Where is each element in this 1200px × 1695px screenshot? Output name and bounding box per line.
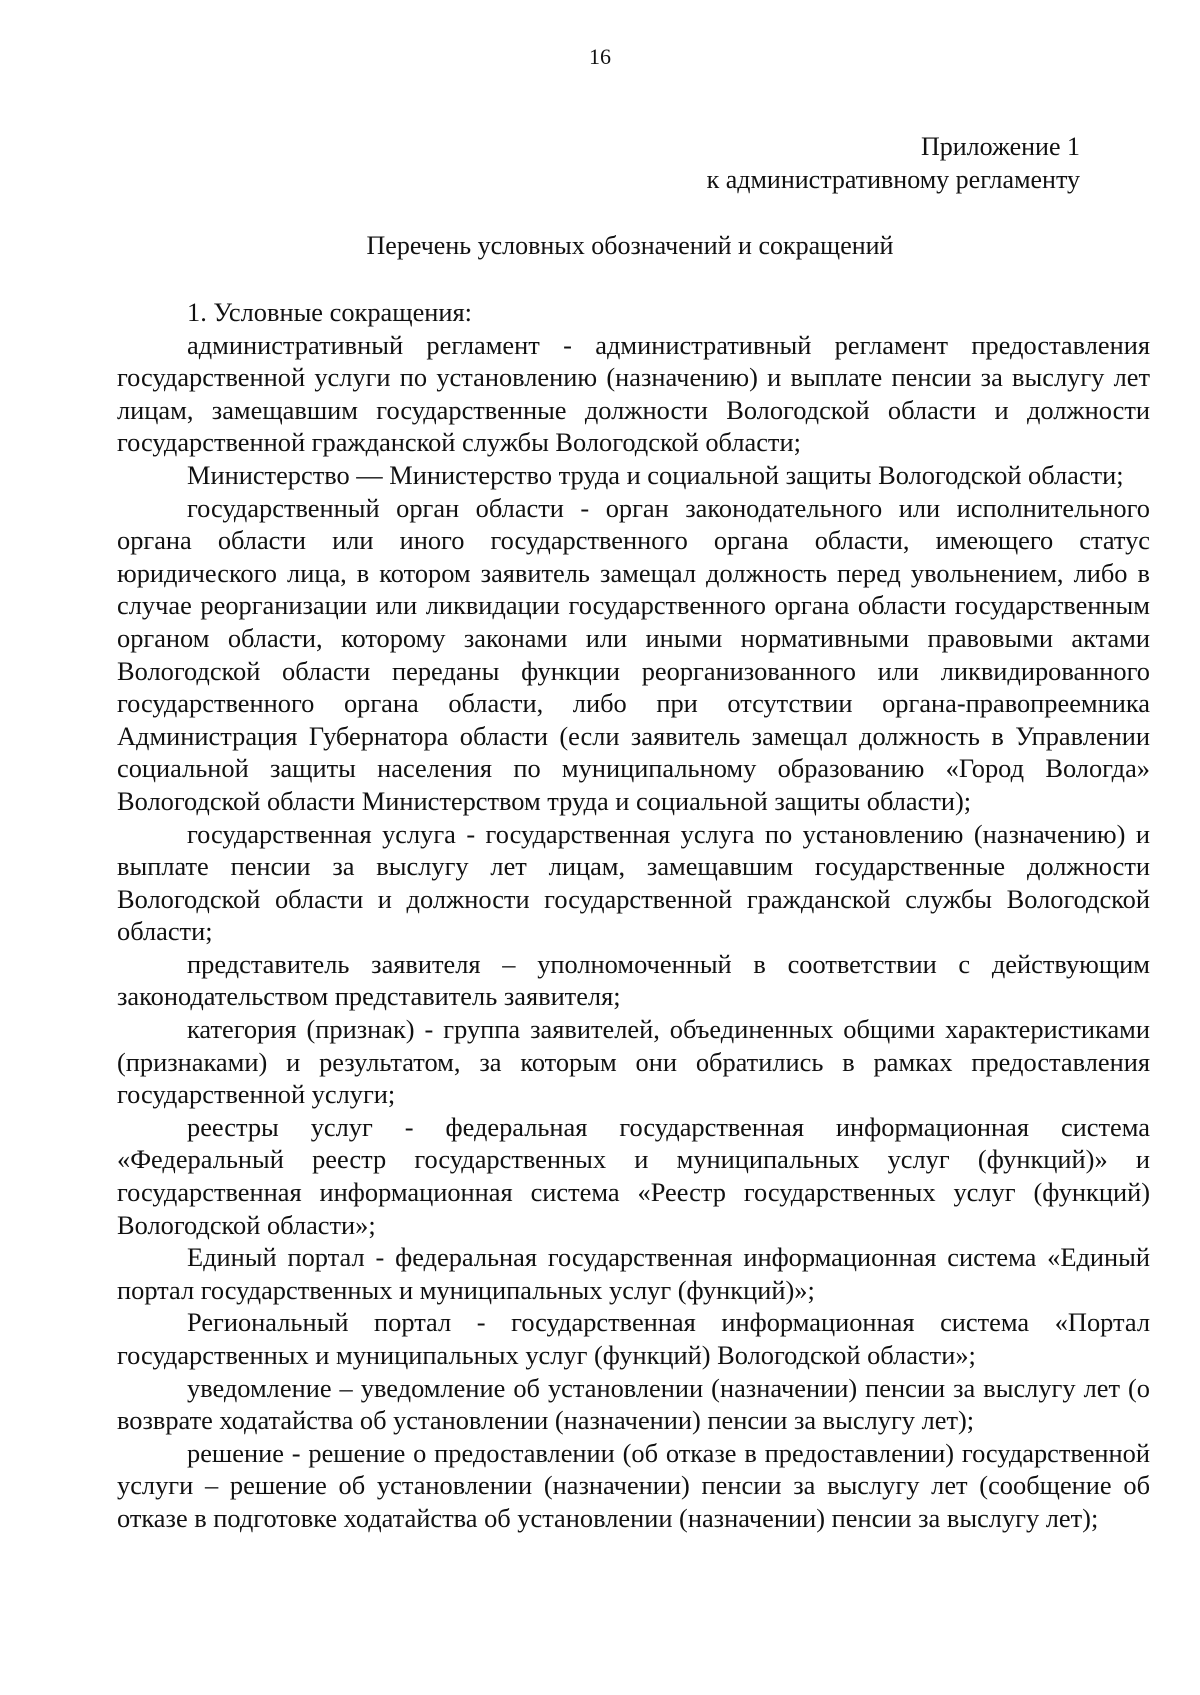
appendix-note bbox=[707, 130, 1080, 196]
definition-paragraph: Региональный портал - государственная информационная система «Портал государственных и муниципальных услуг (функций) Вологодской области»; bbox=[117, 1307, 1150, 1370]
definition-paragraph: категория (признак) - группа заявителей, объединенных общими характеристиками (признаками) и результатом, за которым они обратились в рамках предоставления государственной услуги; bbox=[117, 1014, 1150, 1110]
definition-paragraph: административный регламент - административный регламент предоставления государственной услуги по установлению (назначению) и выплате пенсии за выслугу лет лицам, замещавшим государственные должности Вологодской области и должности государственной гражданской службы Вологодской области; bbox=[117, 329, 1150, 458]
definition-paragraph: государственная услуга - государственная услуга по установлению (назначению) и выплате пенсии за выслугу лет лицам, замещавшим государственные должности Вологодской области и должности государственной гражданской службы Вологодской области; bbox=[117, 818, 1150, 947]
page-number: 16 bbox=[589, 44, 611, 69]
section-heading: 1. Условные сокращения: bbox=[187, 297, 472, 327]
appendix-line-2: к административному регламенту bbox=[706, 165, 1080, 194]
definition-paragraph: Министерство — Министерство труда и социальной защиты Вологодской области; bbox=[187, 459, 1124, 490]
document-body bbox=[117, 296, 1150, 1535]
appendix-line-1: Приложение 1 bbox=[920, 132, 1080, 161]
definition-paragraph: представитель заявителя – уполномоченный в соответствии с действующим законодательством представитель заявителя; bbox=[117, 948, 1150, 1012]
definition-paragraph: решение - решение о предоставлении (об отказе в предоставлении) государственной услуги – решение об установлении (назначении) пенсии за выслугу лет (сообщение об отказе в подготовке ходатайства об установлении (назначении) пенсии за выслугу лет); bbox=[117, 1437, 1150, 1533]
document-title: Перечень условных обозначений и сокращений bbox=[366, 231, 894, 260]
definition-paragraph: Единый портал - федеральная государственная информационная система «Единый портал государственных и муниципальных услуг (функций)»; bbox=[117, 1242, 1150, 1305]
definition-paragraph: уведомление – уведомление об установлении (назначении) пенсии за выслугу лет (о возврате ходатайства об установлении (назначении) пенсии за выслугу лет); bbox=[117, 1372, 1150, 1436]
definition-paragraph: государственный орган области - орган законодательного или исполнительного органа области или иного государственного органа области, имеющего статус юридического лица, в котором заявитель замещал должность перед увольнением, либо в случае реорганизации или ликвидации государственного органа области государственным органом области, которому законами или иными нормативными правовыми актами Вологодской области переданы функции реорганизованного или ликвидированного государственного органа области, либо при отсутствии органа-правопреемника Администрация Губернатора области (если заявитель замещал должность в Управлении социальной защиты населения по муниципальному образованию «Город Вологда» Вологодской области Министерством труда и социальной защиты области); bbox=[117, 492, 1150, 816]
definition-paragraph: реестры услуг - федеральная государственная информационная система «Федеральный реестр государственных и муниципальных услуг (функций)» и государственная информационная система «Реестр государственных услуг (функций) Вологодской области»; bbox=[117, 1111, 1150, 1240]
